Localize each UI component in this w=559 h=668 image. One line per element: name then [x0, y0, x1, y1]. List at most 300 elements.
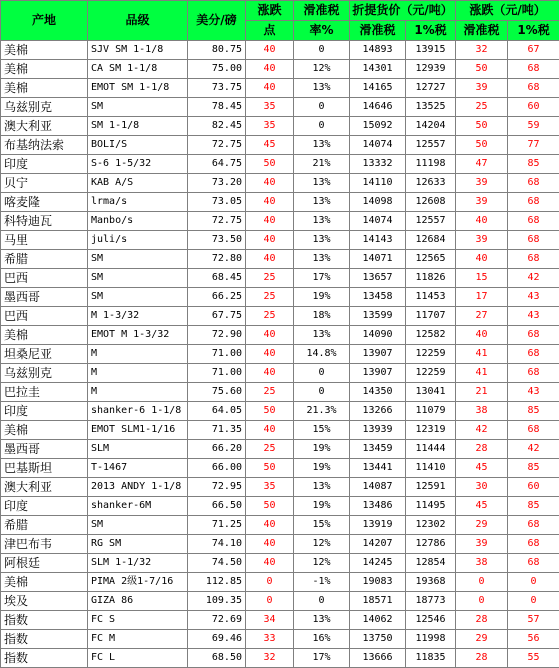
cell-change-sliding: 39	[456, 535, 508, 554]
cell-price: 67.75	[188, 307, 246, 326]
cell-change-sliding: 29	[456, 516, 508, 535]
cell-change-sliding: 28	[456, 440, 508, 459]
table-row	[1, 212, 559, 231]
cell-price: 68.45	[188, 269, 246, 288]
cell-one-pct-price: 12786	[406, 535, 456, 554]
cell-one-pct-price: 11198	[406, 155, 456, 174]
cell-price: 112.85	[188, 573, 246, 592]
cell-one-pct-price: 12727	[406, 79, 456, 98]
table-row	[1, 592, 559, 611]
table-row	[1, 269, 559, 288]
cell-sliding-price: 14245	[350, 554, 406, 573]
cell-sliding-price: 13666	[350, 649, 406, 668]
cell-tax-rate: 12%	[294, 60, 350, 79]
cell-origin: 墨西哥	[1, 288, 88, 307]
cell-sliding-price: 14090	[350, 326, 406, 345]
cell-tax-rate: 0	[294, 41, 350, 60]
cell-origin: 希腊	[1, 516, 88, 535]
table-row	[1, 535, 559, 554]
cell-origin: 墨西哥	[1, 440, 88, 459]
cell-change-one-pct: 43	[508, 307, 559, 326]
cell-grade: SM	[88, 269, 188, 288]
cell-change-sliding: 50	[456, 60, 508, 79]
cell-one-pct-price: 11998	[406, 630, 456, 649]
cell-change-sliding: 0	[456, 592, 508, 611]
cell-change-one-pct: 68	[508, 231, 559, 250]
cell-change-one-pct: 85	[508, 459, 559, 478]
cell-change-sliding: 32	[456, 41, 508, 60]
cell-change-sliding: 27	[456, 307, 508, 326]
cell-change-sliding: 39	[456, 231, 508, 250]
cell-change-sliding: 30	[456, 478, 508, 497]
header-change-one-pct: 1%税	[508, 21, 559, 41]
cell-one-pct-price: 12854	[406, 554, 456, 573]
cell-tax-rate: 13%	[294, 326, 350, 345]
cell-origin: 巴西	[1, 307, 88, 326]
cell-origin: 指数	[1, 649, 88, 668]
cell-origin: 印度	[1, 402, 88, 421]
cell-sliding-price: 14110	[350, 174, 406, 193]
cell-one-pct-price: 11826	[406, 269, 456, 288]
cell-change-one-pct: 57	[508, 611, 559, 630]
table-row	[1, 231, 559, 250]
cell-change-sliding: 39	[456, 174, 508, 193]
cell-tax-rate: 13%	[294, 231, 350, 250]
cell-change-one-pct: 85	[508, 155, 559, 174]
cell-one-pct-price: 11444	[406, 440, 456, 459]
cell-sliding-price: 13919	[350, 516, 406, 535]
table-row	[1, 478, 559, 497]
table-row	[1, 573, 559, 592]
header-sliding-tax: 滑准税	[350, 21, 406, 41]
cell-change-one-pct: 68	[508, 250, 559, 269]
cell-price: 72.80	[188, 250, 246, 269]
cell-sliding-price: 19083	[350, 573, 406, 592]
cell-change-one-pct: 42	[508, 440, 559, 459]
cell-sliding-price: 13441	[350, 459, 406, 478]
cell-tax-rate: 0	[294, 383, 350, 402]
cell-one-pct-price: 19368	[406, 573, 456, 592]
cell-change-pts: 50	[246, 459, 294, 478]
table-row	[1, 155, 559, 174]
cell-grade: lrma/s	[88, 193, 188, 212]
cell-origin: 美棉	[1, 421, 88, 440]
cell-price: 72.95	[188, 478, 246, 497]
cell-tax-rate: 19%	[294, 288, 350, 307]
cell-change-one-pct: 60	[508, 98, 559, 117]
cell-sliding-price: 13939	[350, 421, 406, 440]
cell-grade: M 1-3/32	[88, 307, 188, 326]
cell-grade: M	[88, 383, 188, 402]
cell-origin: 巴基斯坦	[1, 459, 88, 478]
cell-sliding-price: 13599	[350, 307, 406, 326]
cell-tax-rate: 13%	[294, 193, 350, 212]
cell-one-pct-price: 11410	[406, 459, 456, 478]
cell-change-pts: 32	[246, 649, 294, 668]
cell-price: 74.50	[188, 554, 246, 573]
table-row	[1, 98, 559, 117]
cell-change-one-pct: 77	[508, 136, 559, 155]
cell-price: 69.46	[188, 630, 246, 649]
table-row	[1, 345, 559, 364]
cell-tax-rate: 15%	[294, 516, 350, 535]
cell-grade: PIMA 2级1-7/16	[88, 573, 188, 592]
cell-grade: KAB A/S	[88, 174, 188, 193]
table-row	[1, 174, 559, 193]
cell-grade: SM	[88, 288, 188, 307]
cell-change-pts: 25	[246, 440, 294, 459]
cell-tax-rate: 13%	[294, 611, 350, 630]
cell-change-pts: 40	[246, 231, 294, 250]
cell-sliding-price: 14893	[350, 41, 406, 60]
cell-change-one-pct: 68	[508, 79, 559, 98]
cell-one-pct-price: 13525	[406, 98, 456, 117]
cell-change-pts: 40	[246, 326, 294, 345]
cell-price: 72.75	[188, 136, 246, 155]
cell-tax-rate: 15%	[294, 421, 350, 440]
header-usd-per-lb: 美分/磅	[188, 1, 246, 41]
cell-change-sliding: 42	[456, 421, 508, 440]
cell-grade: GIZA 86	[88, 592, 188, 611]
cell-change-pts: 40	[246, 516, 294, 535]
header-origin: 产地	[1, 1, 88, 41]
table-header	[1, 1, 559, 41]
cell-price: 75.00	[188, 60, 246, 79]
cell-sliding-price: 13907	[350, 364, 406, 383]
cell-change-pts: 40	[246, 60, 294, 79]
cell-one-pct-price: 12582	[406, 326, 456, 345]
cell-price: 64.75	[188, 155, 246, 174]
cell-one-pct-price: 12557	[406, 136, 456, 155]
cell-tax-rate: 17%	[294, 649, 350, 668]
table-row	[1, 516, 559, 535]
cell-sliding-price: 14301	[350, 60, 406, 79]
cell-price: 73.75	[188, 79, 246, 98]
cell-change-pts: 40	[246, 193, 294, 212]
cell-change-one-pct: 56	[508, 630, 559, 649]
cell-change-sliding: 41	[456, 364, 508, 383]
table-row	[1, 421, 559, 440]
cell-one-pct-price: 12319	[406, 421, 456, 440]
header-change-yuan: 涨跌（元/吨）	[456, 1, 559, 21]
header-grade: 品级	[88, 1, 188, 41]
cell-change-pts: 40	[246, 345, 294, 364]
cell-change-pts: 25	[246, 307, 294, 326]
cell-sliding-price: 14143	[350, 231, 406, 250]
cell-tax-rate: 12%	[294, 535, 350, 554]
cell-tax-rate: 0	[294, 592, 350, 611]
cell-sliding-price: 13332	[350, 155, 406, 174]
table-row	[1, 326, 559, 345]
header-change-pts-line1: 涨跌	[246, 1, 294, 21]
cell-tax-rate: 12%	[294, 554, 350, 573]
cell-origin: 澳大利亚	[1, 117, 88, 136]
cell-one-pct-price: 12546	[406, 611, 456, 630]
table-row	[1, 402, 559, 421]
cell-one-pct-price: 12939	[406, 60, 456, 79]
cell-price: 66.00	[188, 459, 246, 478]
cell-change-one-pct: 68	[508, 554, 559, 573]
cell-one-pct-price: 11707	[406, 307, 456, 326]
table-row	[1, 649, 559, 668]
cell-origin: 埃及	[1, 592, 88, 611]
cell-change-one-pct: 43	[508, 383, 559, 402]
cell-change-pts: 40	[246, 79, 294, 98]
cell-sliding-price: 18571	[350, 592, 406, 611]
cell-price: 72.69	[188, 611, 246, 630]
cell-origin: 印度	[1, 497, 88, 516]
cell-change-sliding: 38	[456, 402, 508, 421]
cell-grade: M	[88, 364, 188, 383]
cell-sliding-price: 14087	[350, 478, 406, 497]
cell-grade: CA SM 1-1/8	[88, 60, 188, 79]
cell-grade: S-6 1-5/32	[88, 155, 188, 174]
cell-change-pts: 34	[246, 611, 294, 630]
cell-one-pct-price: 12302	[406, 516, 456, 535]
cell-change-pts: 40	[246, 174, 294, 193]
cell-price: 73.50	[188, 231, 246, 250]
cell-change-pts: 45	[246, 136, 294, 155]
cell-tax-rate: 13%	[294, 174, 350, 193]
cell-sliding-price: 13266	[350, 402, 406, 421]
cell-change-sliding: 50	[456, 136, 508, 155]
table-row	[1, 630, 559, 649]
cell-change-sliding: 47	[456, 155, 508, 174]
cell-change-sliding: 21	[456, 383, 508, 402]
cell-tax-rate: 0	[294, 364, 350, 383]
cell-tax-rate: 13%	[294, 250, 350, 269]
cell-one-pct-price: 12259	[406, 364, 456, 383]
cell-price: 74.10	[188, 535, 246, 554]
cell-grade: SM	[88, 516, 188, 535]
cell-grade: Manbo/s	[88, 212, 188, 231]
cell-tax-rate: 13%	[294, 79, 350, 98]
cell-sliding-price: 13459	[350, 440, 406, 459]
cell-change-sliding: 45	[456, 497, 508, 516]
cell-one-pct-price: 18773	[406, 592, 456, 611]
cell-origin: 指数	[1, 630, 88, 649]
cell-origin: 美棉	[1, 41, 88, 60]
cell-sliding-price: 14207	[350, 535, 406, 554]
cell-price: 78.45	[188, 98, 246, 117]
cell-origin: 乌兹别克	[1, 98, 88, 117]
cell-sliding-price: 13458	[350, 288, 406, 307]
cell-price: 66.20	[188, 440, 246, 459]
cell-grade: EMOT SM 1-1/8	[88, 79, 188, 98]
cell-change-sliding: 45	[456, 459, 508, 478]
cell-tax-rate: 13%	[294, 136, 350, 155]
cell-sliding-price: 14074	[350, 212, 406, 231]
cell-change-pts: 25	[246, 288, 294, 307]
cell-change-sliding: 25	[456, 98, 508, 117]
cell-one-pct-price: 11495	[406, 497, 456, 516]
cell-price: 75.60	[188, 383, 246, 402]
table-row	[1, 364, 559, 383]
cell-sliding-price: 13750	[350, 630, 406, 649]
cell-origin: 澳大利亚	[1, 478, 88, 497]
table-row	[1, 440, 559, 459]
cell-change-sliding: 17	[456, 288, 508, 307]
cell-sliding-price: 14165	[350, 79, 406, 98]
cell-origin: 指数	[1, 611, 88, 630]
cell-change-pts: 40	[246, 212, 294, 231]
cell-change-one-pct: 68	[508, 60, 559, 79]
cell-one-pct-price: 13915	[406, 41, 456, 60]
cell-one-pct-price: 11079	[406, 402, 456, 421]
header-tax-rate-line2: 率%	[294, 21, 350, 41]
cell-change-pts: 40	[246, 554, 294, 573]
cell-price: 64.05	[188, 402, 246, 421]
cell-price: 71.00	[188, 345, 246, 364]
cell-change-one-pct: 68	[508, 421, 559, 440]
cell-grade: shanker-6 1-1/8	[88, 402, 188, 421]
table-row	[1, 383, 559, 402]
cell-change-pts: 0	[246, 592, 294, 611]
table-row	[1, 459, 559, 478]
cell-grade: EMOT M 1-3/32	[88, 326, 188, 345]
cell-change-sliding: 15	[456, 269, 508, 288]
cell-change-sliding: 0	[456, 573, 508, 592]
cell-grade: SLM	[88, 440, 188, 459]
cell-change-one-pct: 68	[508, 174, 559, 193]
table-row	[1, 193, 559, 212]
table-row	[1, 79, 559, 98]
cell-change-sliding: 41	[456, 345, 508, 364]
cell-sliding-price: 14071	[350, 250, 406, 269]
cell-tax-rate: 17%	[294, 269, 350, 288]
cell-tax-rate: 19%	[294, 440, 350, 459]
cell-origin: 乌兹别克	[1, 364, 88, 383]
cell-grade: shanker-6M	[88, 497, 188, 516]
cell-change-sliding: 40	[456, 250, 508, 269]
cell-one-pct-price: 12591	[406, 478, 456, 497]
cell-one-pct-price: 12684	[406, 231, 456, 250]
cell-change-sliding: 28	[456, 611, 508, 630]
cell-grade: 2013 ANDY 1-1/8	[88, 478, 188, 497]
cell-change-one-pct: 85	[508, 402, 559, 421]
cell-grade: FC L	[88, 649, 188, 668]
cell-tax-rate: 0	[294, 98, 350, 117]
cell-change-pts: 25	[246, 383, 294, 402]
cell-price: 68.50	[188, 649, 246, 668]
cell-grade: SM	[88, 250, 188, 269]
cell-price: 71.25	[188, 516, 246, 535]
cell-sliding-price: 14098	[350, 193, 406, 212]
cell-change-sliding: 28	[456, 649, 508, 668]
cell-change-pts: 40	[246, 41, 294, 60]
cell-change-one-pct: 60	[508, 478, 559, 497]
cell-price: 71.35	[188, 421, 246, 440]
cell-change-one-pct: 42	[508, 269, 559, 288]
cell-origin: 印度	[1, 155, 88, 174]
table-row	[1, 497, 559, 516]
cell-change-one-pct: 68	[508, 535, 559, 554]
cell-change-one-pct: 68	[508, 212, 559, 231]
cell-origin: 喀麦隆	[1, 193, 88, 212]
cell-tax-rate: 16%	[294, 630, 350, 649]
cell-tax-rate: 18%	[294, 307, 350, 326]
table-row	[1, 41, 559, 60]
cell-tax-rate: 21%	[294, 155, 350, 174]
header-change-sliding: 滑准税	[456, 21, 508, 41]
cell-change-pts: 40	[246, 250, 294, 269]
cell-sliding-price: 15092	[350, 117, 406, 136]
table-body	[1, 41, 559, 668]
cell-change-sliding: 40	[456, 212, 508, 231]
cell-one-pct-price: 12633	[406, 174, 456, 193]
cell-change-sliding: 38	[456, 554, 508, 573]
cell-change-one-pct: 43	[508, 288, 559, 307]
cell-grade: FC S	[88, 611, 188, 630]
cell-price: 72.90	[188, 326, 246, 345]
cell-origin: 美棉	[1, 326, 88, 345]
cell-origin: 科特迪瓦	[1, 212, 88, 231]
cell-tax-rate: 19%	[294, 459, 350, 478]
table-row	[1, 307, 559, 326]
header-tax-rate-line1: 滑准税	[294, 1, 350, 21]
cell-grade: EMOT SLM1-1/16	[88, 421, 188, 440]
cell-change-pts: 35	[246, 98, 294, 117]
cell-origin: 巴拉圭	[1, 383, 88, 402]
cell-tax-rate: -1%	[294, 573, 350, 592]
cell-grade: FC M	[88, 630, 188, 649]
cell-change-one-pct: 55	[508, 649, 559, 668]
cell-price: 66.50	[188, 497, 246, 516]
cell-change-sliding: 50	[456, 117, 508, 136]
table-row	[1, 288, 559, 307]
cell-one-pct-price: 12608	[406, 193, 456, 212]
cell-change-pts: 40	[246, 535, 294, 554]
cell-one-pct-price: 14204	[406, 117, 456, 136]
cell-origin: 希腊	[1, 250, 88, 269]
cell-change-sliding: 39	[456, 79, 508, 98]
cell-origin: 马里	[1, 231, 88, 250]
cell-price: 73.20	[188, 174, 246, 193]
cell-one-pct-price: 12557	[406, 212, 456, 231]
table-row	[1, 136, 559, 155]
cell-change-pts: 50	[246, 402, 294, 421]
cell-grade: SM	[88, 98, 188, 117]
cell-grade: juli/s	[88, 231, 188, 250]
table-row	[1, 117, 559, 136]
cell-one-pct-price: 12565	[406, 250, 456, 269]
cell-tax-rate: 14.8%	[294, 345, 350, 364]
cell-change-one-pct: 68	[508, 326, 559, 345]
cell-grade: T-1467	[88, 459, 188, 478]
cell-change-one-pct: 0	[508, 592, 559, 611]
cell-sliding-price: 14646	[350, 98, 406, 117]
cell-one-pct-price: 11453	[406, 288, 456, 307]
header-port-price: 折提货价（元/吨）	[350, 1, 456, 21]
cell-price: 80.75	[188, 41, 246, 60]
cell-price: 66.25	[188, 288, 246, 307]
cell-change-pts: 33	[246, 630, 294, 649]
cell-grade: RG SM	[88, 535, 188, 554]
cell-change-pts: 25	[246, 269, 294, 288]
cell-change-pts: 50	[246, 497, 294, 516]
cell-change-pts: 35	[246, 117, 294, 136]
cell-change-pts: 40	[246, 421, 294, 440]
cell-origin: 贝宁	[1, 174, 88, 193]
cell-origin: 美棉	[1, 60, 88, 79]
table-row	[1, 554, 559, 573]
cell-grade: SLM 1-1/32	[88, 554, 188, 573]
cell-grade: M	[88, 345, 188, 364]
cell-grade: BOLI/S	[88, 136, 188, 155]
cell-sliding-price: 13657	[350, 269, 406, 288]
cell-change-sliding: 29	[456, 630, 508, 649]
cell-origin: 巴西	[1, 269, 88, 288]
